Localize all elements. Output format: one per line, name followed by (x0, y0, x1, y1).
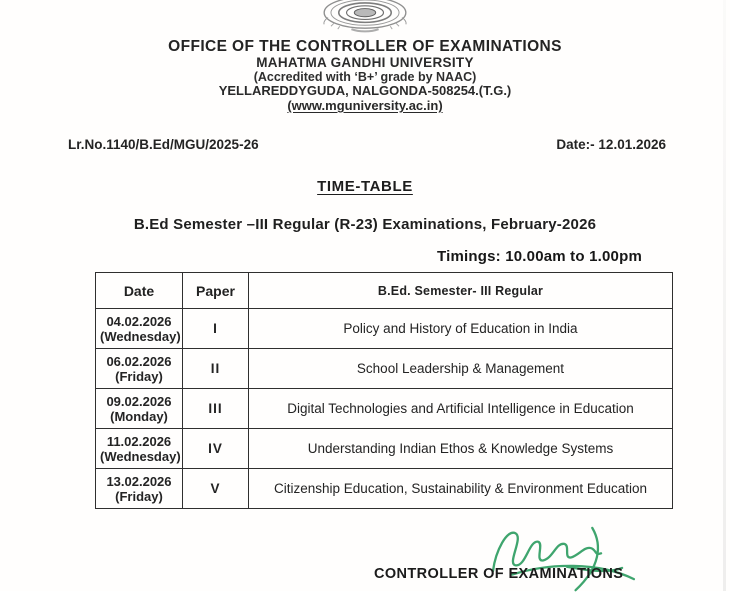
timings-line: Timings: 10.00am to 1.00pm (437, 248, 642, 265)
scan-edge-artifact (723, 0, 726, 591)
paper-cell: V (183, 469, 249, 509)
date-cell (96, 389, 183, 429)
table-row (96, 389, 673, 429)
letterhead (0, 0, 730, 113)
subject-cell: Digital Technologies and Artificial Intelligence in Education (249, 389, 673, 429)
subject-cell: School Leadership & Management (249, 349, 673, 389)
exam-day: (Monday) (110, 408, 168, 424)
subject-cell: Citizenship Education, Sustainability & Environment Education (249, 469, 673, 509)
exam-day: (Friday) (115, 368, 163, 384)
letter-number: Lr.No.1140/B.Ed/MGU/2025-26 (68, 137, 259, 152)
page-title: TIME-TABLE (317, 178, 413, 195)
date-cell (96, 349, 183, 389)
letterhead-office-line: OFFICE OF THE CONTROLLER OF EXAMINATIONS (168, 38, 562, 55)
exam-day: (Friday) (115, 488, 163, 504)
signature-scribble-icon (475, 508, 650, 600)
exam-day: (Wednesday) (100, 448, 181, 464)
page-subtitle: B.Ed Semester –III Regular (R-23) Examinations, February-2026 (133, 216, 597, 233)
exam-date: 13.02.2026 (106, 473, 172, 489)
timetable-table (95, 272, 673, 509)
date-cell (96, 469, 183, 509)
table-row (96, 469, 673, 509)
paper-cell: II (183, 349, 249, 389)
exam-date: 09.02.2026 (106, 393, 172, 409)
table-row (96, 349, 673, 389)
column-header-date: Date (96, 273, 183, 309)
table-row (96, 309, 673, 349)
column-header-paper: Paper (183, 273, 249, 309)
paper-cell: I (183, 309, 249, 349)
table-row (96, 429, 673, 469)
reference-row (0, 137, 730, 152)
date-cell (96, 309, 183, 349)
exam-date: 06.02.2026 (106, 353, 172, 369)
letterhead-accreditation: (Accredited with ‘B+’ grade by NAAC) (253, 70, 477, 84)
column-header-subject: B.Ed. Semester- III Regular (249, 273, 673, 309)
letterhead-university: MAHATMA GANDHI UNIVERSITY (256, 55, 474, 70)
table-header-row (96, 273, 673, 309)
letterhead-address: YELLAREDDYGUDA, NALGONDA-508254.(T.G.) (218, 83, 512, 98)
date-cell (96, 429, 183, 469)
exam-date: 11.02.2026 (106, 433, 172, 449)
paper-cell: III (183, 389, 249, 429)
subject-cell: Understanding Indian Ethos & Knowledge Systems (249, 429, 673, 469)
letter-date: Date:- 12.01.2026 (556, 137, 666, 152)
subject-cell: Policy and History of Education in India (249, 309, 673, 349)
exam-date: 04.02.2026 (106, 313, 172, 329)
letterhead-website: (www.mguniversity.ac.in) (287, 98, 443, 113)
university-seal-icon (321, 0, 409, 35)
paper-cell: IV (183, 429, 249, 469)
exam-day: (Wednesday) (100, 328, 181, 344)
signatory-title: CONTROLLER OF EXAMINATIONS (374, 566, 624, 582)
